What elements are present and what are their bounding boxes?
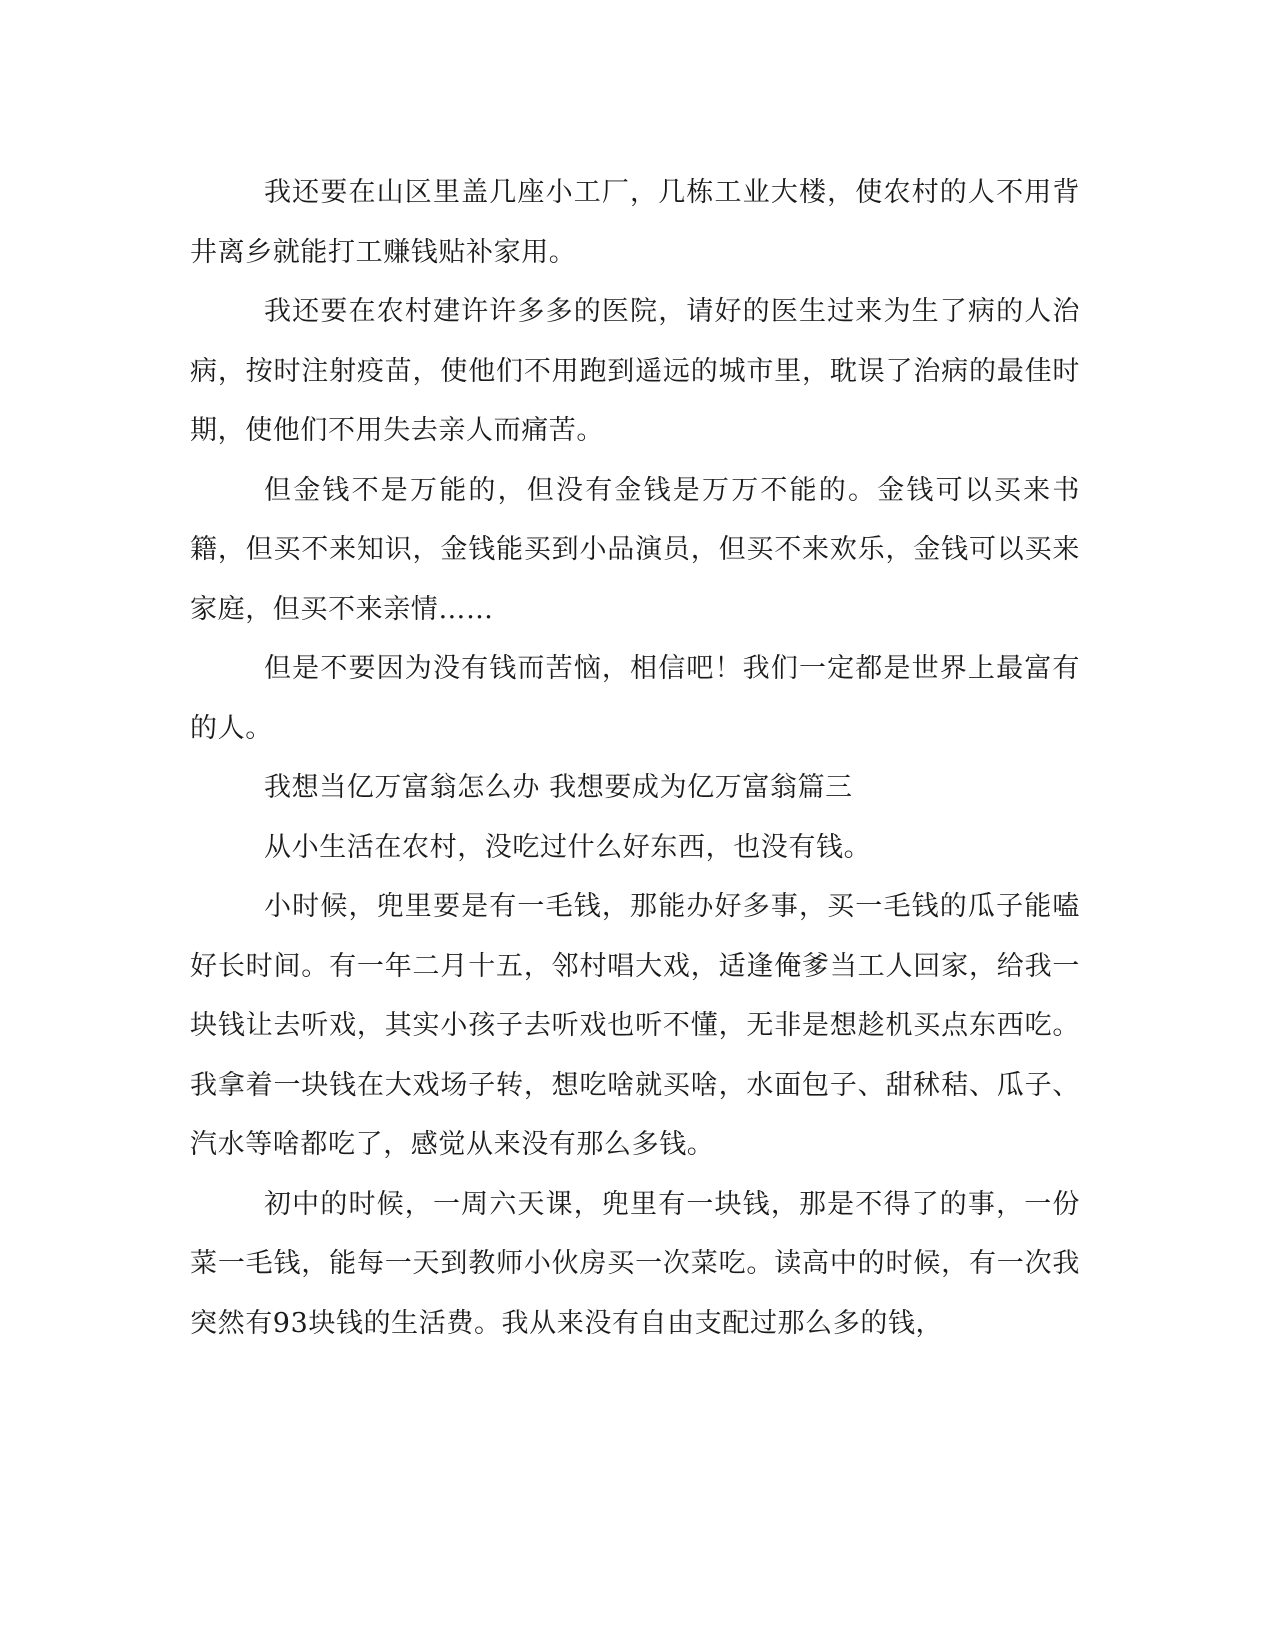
paragraph-money-not-everything: 但金钱不是万能的，但没有金钱是万万不能的。金钱可以买来书籍，但买不来知识，金钱能买到小品演员，但买不来欢乐，金钱可以买来家庭，但买不来亲情…… xyxy=(190,474,1080,625)
paragraph-one-dime: 小时候，兜里要是有一毛钱，那能办好多事，买一毛钱的瓜子能嗑好长时间。有一年二月十五，邻村唱大戏，适逢俺爹当工人回家，给我一块钱让去听戏，其实小孩子去听戏也听不懂，无非是想趁机买点东西吃。我拿着一块钱在大戏场子转，想吃啥就买啥，水面包子、甜秫秸、瓜子、汽水等啥都吃了，感觉从来没有那么多钱。 xyxy=(190,891,1080,1160)
document-body xyxy=(190,163,1080,1353)
section-heading: 我想当亿万富翁怎么办 我想要成为亿万富翁篇三 xyxy=(264,772,853,803)
paragraph-factories: 我还要在山区里盖几座小工厂，几栋工业大楼，使农村的人不用背井离乡就能打工赚钱贴补家用。 xyxy=(190,177,1080,268)
paragraph-richest-people: 但是不要因为没有钱而苦恼，相信吧！我们一定都是世界上最富有的人。 xyxy=(190,653,1080,744)
paragraph-hospitals: 我还要在农村建许许多多的医院，请好的医生过来为生了病的人治病，按时注射疫苗，使他们不用跑到遥远的城市里，耽误了治病的最佳时期，使他们不用失去亲人而痛苦。 xyxy=(190,296,1080,446)
paragraph-school-years: 初中的时候，一周六天课，兜里有一块钱，那是不得了的事，一份菜一毛钱，能每一天到教师小伙房买一次菜吃。读高中的时候，有一次我突然有93块钱的生活费。我从来没有自由支配过那么多的钱， xyxy=(190,1188,1080,1339)
paragraph-rural-childhood: 从小生活在农村，没吃过什么好东西，也没有钱。 xyxy=(264,831,872,863)
